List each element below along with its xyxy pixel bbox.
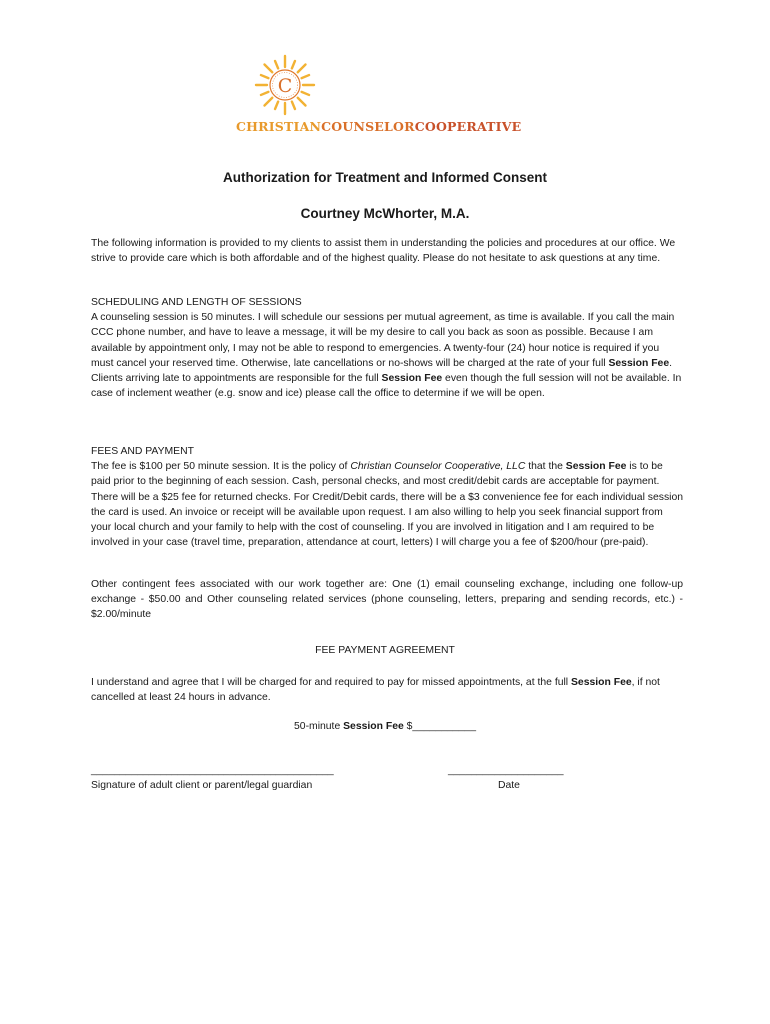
logo-ray xyxy=(302,92,309,95)
logo-ray xyxy=(264,98,272,106)
logo-letter: C xyxy=(277,75,293,97)
logo-ray xyxy=(261,92,268,95)
logo-word-cooperative: COOPERATIVE xyxy=(414,119,522,134)
session-fee-term: Session Fee xyxy=(571,677,632,688)
date-label: Date xyxy=(498,780,520,791)
scheduling-heading: SCHEDULING AND LENGTH OF SESSIONS xyxy=(91,297,302,308)
scheduling-section xyxy=(91,295,683,401)
fees-paragraph: The fee is $100 per 50 minute session. It is the policy of Christian Counselor Cooperative, LLC that the Session Fee is to be paid prior to the beginning of each session. Cash, personal checks, and most credit/debit cards are acceptable for payment. There will be a $25 fee for returned checks. For Credit/Debit cards, there will be a $3 convenience fee for each individual session the card is used. An invoice or receipt will be available upon request. I am also willing to help you seek financial support from your local church and your family to help with the cost of counseling. If you are involved in litigation and I am required to be involved in your case (travel time, preparation, attendance at court, letters) I will charge you a fee of $200/hour (pre-paid). xyxy=(91,461,684,549)
agreement-paragraph: I understand and agree that I will be charged for and required to pay for missed appointments, at the full Session Fee, if not cancelled at least 24 hours in advance. xyxy=(91,677,660,704)
other-fees-paragraph: Other contingent fees associated with our work together are: One (1) email counseling exchange, including one follow-up exchange - $50.00 and Other counseling related services (phone counseling, letters, preparing and sending records, etc.) - $2.00/minute xyxy=(91,579,683,621)
fees-heading: FEES AND PAYMENT xyxy=(91,446,194,457)
session-fee-field[interactable]: 50-minute Session Fee $___________ xyxy=(294,721,476,732)
fees-section xyxy=(91,444,683,550)
logo-ray xyxy=(292,61,295,68)
logo-word-christian: CHRISTIAN xyxy=(236,119,322,134)
logo-ray xyxy=(275,61,278,68)
logo-ray xyxy=(264,64,272,72)
session-fee-term: Session Fee xyxy=(608,357,670,369)
logo-ray xyxy=(298,98,306,106)
logo-ray xyxy=(292,102,295,109)
session-fee-term: Session Fee xyxy=(381,373,443,385)
counselor-name: Courtney McWhorter, M.A. xyxy=(300,206,470,221)
logo-ray xyxy=(302,75,309,78)
agreement-heading: FEE PAYMENT AGREEMENT xyxy=(315,645,455,656)
session-fee-term: Session Fee xyxy=(565,461,627,473)
date-field[interactable]: ____________________ xyxy=(448,765,564,776)
page-title: Authorization for Treatment and Informed Consent xyxy=(222,170,547,185)
logo-sun-icon xyxy=(254,54,316,116)
logo-ray xyxy=(275,102,278,109)
logo-ray xyxy=(261,75,268,78)
company-name: Christian Counselor Cooperative, LLC xyxy=(350,461,526,473)
intro-paragraph: The following information is provided to my clients to assist them in understanding the policies and procedures at our office. We strive to provide care which is both affordable and of the highest quality. Please do not hesitate to ask questions at any time. xyxy=(91,238,676,265)
logo-wordmark xyxy=(236,119,536,134)
logo-word-counselor: COUNSELOR xyxy=(321,119,415,134)
signature-label: Signature of adult client or parent/legal guardian xyxy=(91,780,313,791)
signature-field[interactable]: __________________________________________ xyxy=(91,765,334,776)
logo-ray xyxy=(298,64,306,72)
scheduling-paragraph: A counseling session is 50 minutes. I will schedule our sessions per mutual agreement, as time is available. If you call the main CCC phone number, and have to leave a message, it will be my desire to call you back as soon as possible. Because I am available by appointment only, I may not be able to respond to emergencies. A twenty-four (24) hour notice is required if you must cancel your reserved time. Otherwise, late cancellations or no-shows will be charged at the rate of your full Session Fee. Clients arriving late to appointments are responsible for the full Session Fee even though the full session will not be available. In case of inclement weather (e.g. snow and ice) please call the office to determine if we will be open. xyxy=(91,312,682,400)
